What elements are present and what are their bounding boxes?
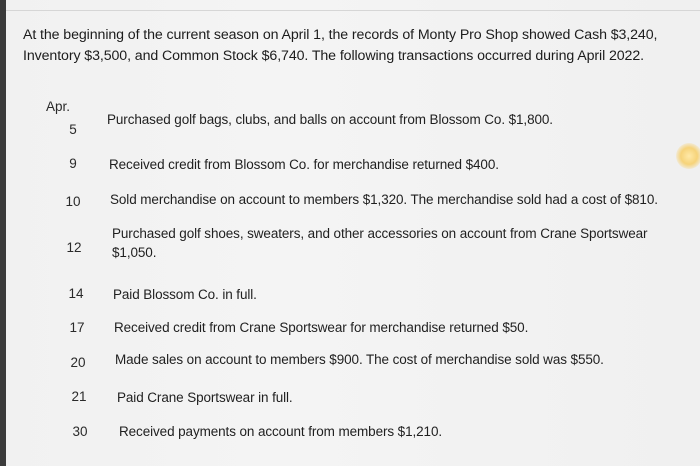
transaction-day: 9	[69, 156, 77, 171]
month-label: Apr.	[46, 99, 71, 114]
transaction-day: 14	[68, 286, 84, 301]
transaction-text: Made sales on account to members $900. The cost of merchandise sold was $550.	[115, 352, 604, 367]
transaction-day: 17	[69, 320, 85, 335]
transaction-text: Sold merchandise on account to members $1,320. The merchandise sold had a cost of $810.	[110, 192, 658, 207]
transaction-text: Purchased golf shoes, sweaters, and other accessories on account from Crane Sportswear $1,050.	[112, 226, 648, 260]
light-glare	[676, 143, 700, 169]
transaction-day: 21	[71, 389, 87, 404]
transaction-day: 20	[70, 355, 86, 370]
intro-paragraph: At the beginning of the current season on April 1, the records of Monty Pro Shop showed Cash $3,240, Inventory $3,500, and Common Stock $6,740. The following transactions occurred during April 2022.	[23, 27, 658, 64]
transaction-text: Received credit from Blossom Co. for merchandise returned $400.	[109, 157, 499, 172]
transaction-text: Paid Crane Sportswear in full.	[117, 390, 293, 405]
transaction-text: Received payments on account from members $1,210.	[119, 424, 443, 439]
transaction-day: 30	[72, 424, 88, 439]
transaction-text: Purchased golf bags, clubs, and balls on account from Blossom Co. $1,800.	[107, 112, 553, 127]
top-divider	[6, 10, 700, 11]
transaction-text: Received credit from Crane Sportswear for merchandise returned $50.	[114, 320, 529, 335]
transaction-day: 12	[66, 240, 82, 255]
transaction-text: Paid Blossom Co. in full.	[113, 287, 257, 302]
document-page	[6, 0, 700, 466]
transaction-day: 10	[65, 194, 81, 209]
transaction-day: 5	[69, 122, 77, 137]
